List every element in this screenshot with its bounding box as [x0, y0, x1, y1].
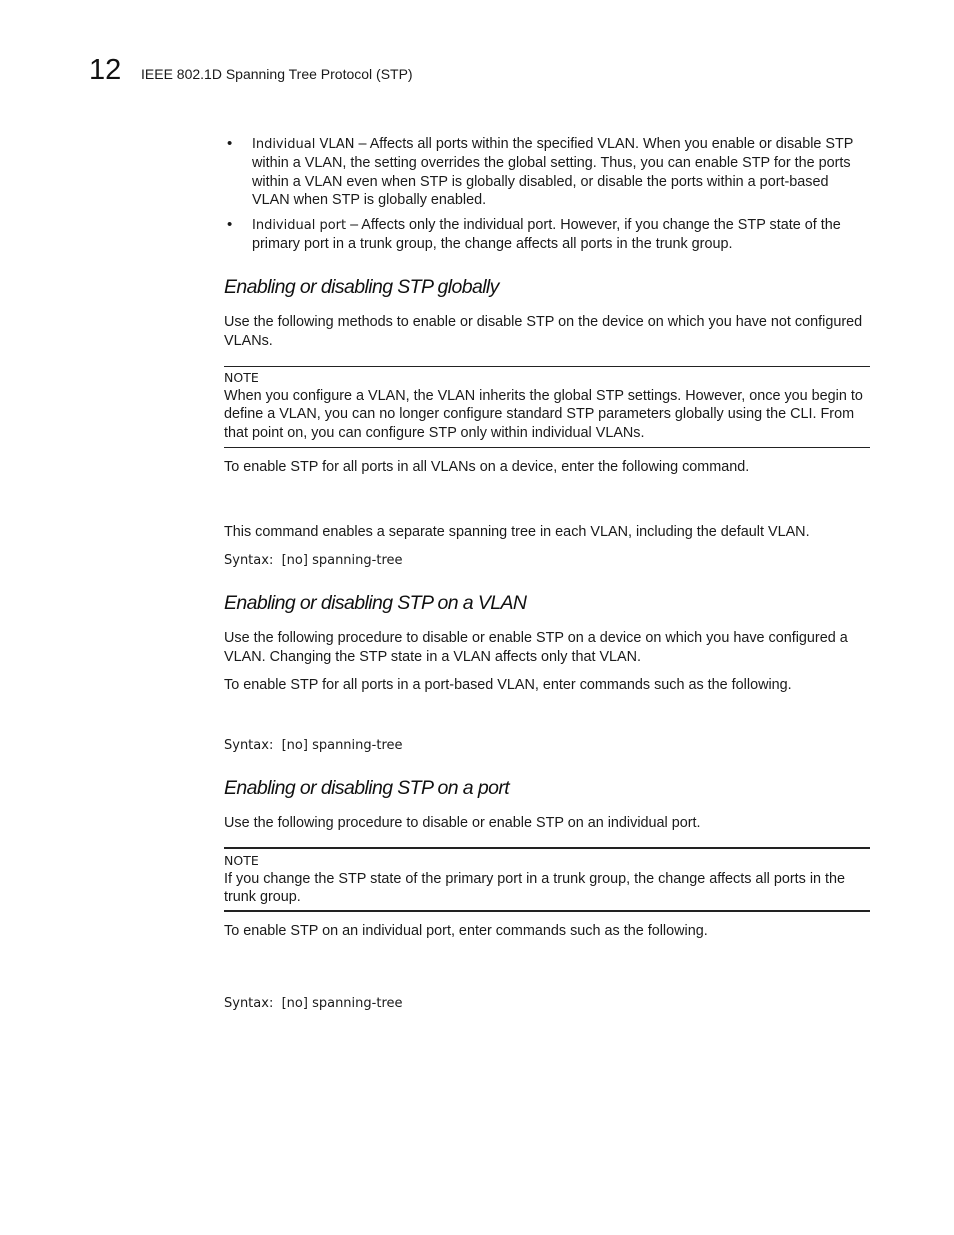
- note-top-rule: [224, 366, 870, 367]
- instruction-text: To enable STP for all ports in all VLANs on a device, enter the following command.: [224, 459, 750, 475]
- list-item-term: Individual port: [252, 218, 347, 233]
- paragraph-line: VLAN. Changing the STP state in a VLAN affects only that VLAN.: [224, 649, 642, 665]
- bullet-icon: •: [227, 135, 233, 152]
- paragraph-line: Use the following procedure to disable or enable STP on an individual port.: [224, 815, 701, 831]
- bullet-icon: •: [227, 216, 233, 233]
- note-bottom-rule: [224, 447, 870, 448]
- note-line: that point on, you can configure STP only within individual VLANs.: [224, 425, 645, 441]
- note-line: If you change the STP state of the primary port in a trunk group, the change affects all ports in the: [224, 871, 846, 887]
- syntax-line: Syntax: [no] spanning-tree: [224, 553, 403, 568]
- syntax-keyword: no: [286, 553, 303, 568]
- syntax-line: Syntax: [no] spanning-tree: [224, 738, 403, 753]
- syntax-keyword: no: [286, 996, 303, 1011]
- section-heading: Enabling or disabling STP globally: [224, 276, 499, 298]
- chapter-number: 12: [89, 54, 122, 86]
- list-item-line: Individual VLAN – Affects all ports within the specified VLAN. When you enable or disable STP: [252, 136, 854, 152]
- note-line: trunk group.: [224, 889, 301, 905]
- instruction-text: To enable STP for all ports in a port-based VLAN, enter commands such as the following.: [224, 677, 792, 693]
- section-heading: Enabling or disabling STP on a VLAN: [224, 592, 527, 614]
- list-item-term: Individual VLAN: [252, 137, 355, 152]
- note-line: When you configure a VLAN, the VLAN inherits the global STP settings. However, once you begin to: [224, 388, 863, 404]
- list-item-line: primary port in a trunk group, the change affects all ports in the trunk group.: [252, 236, 733, 252]
- paragraph-line: VLANs.: [224, 333, 273, 349]
- note-top-rule: [224, 847, 870, 849]
- note-line: define a VLAN, you can no longer configure standard STP parameters globally using the CLI. From: [224, 406, 855, 422]
- list-item-line: within a VLAN, the setting overrides the global setting. Thus, you can enable STP for the ports: [252, 155, 851, 171]
- note-bottom-rule: [224, 910, 870, 912]
- paragraph-line: Use the following methods to enable or disable STP on the device on which you have not configured: [224, 314, 863, 330]
- note-label: NOTE: [224, 853, 259, 868]
- syntax-line: Syntax: [no] spanning-tree: [224, 996, 403, 1011]
- list-item-line: Individual port – Affects only the individual port. However, if you change the STP state of the: [252, 217, 841, 233]
- list-item-line: VLAN when STP is globally enabled.: [252, 192, 487, 208]
- instruction-text: To enable STP on an individual port, enter commands such as the following.: [224, 923, 708, 939]
- paragraph-line: Use the following procedure to disable or enable STP on a device on which you have configured a: [224, 630, 848, 646]
- list-item-line: within a VLAN even when STP is globally disabled, or disable the ports within a port-based: [252, 174, 829, 190]
- description-text: This command enables a separate spanning tree in each VLAN, including the default VLAN.: [224, 524, 810, 540]
- syntax-keyword: no: [286, 738, 303, 753]
- chapter-title: IEEE 802.1D Spanning Tree Protocol (STP): [141, 66, 413, 82]
- section-heading: Enabling or disabling STP on a port: [224, 777, 510, 799]
- note-label: NOTE: [224, 370, 259, 385]
